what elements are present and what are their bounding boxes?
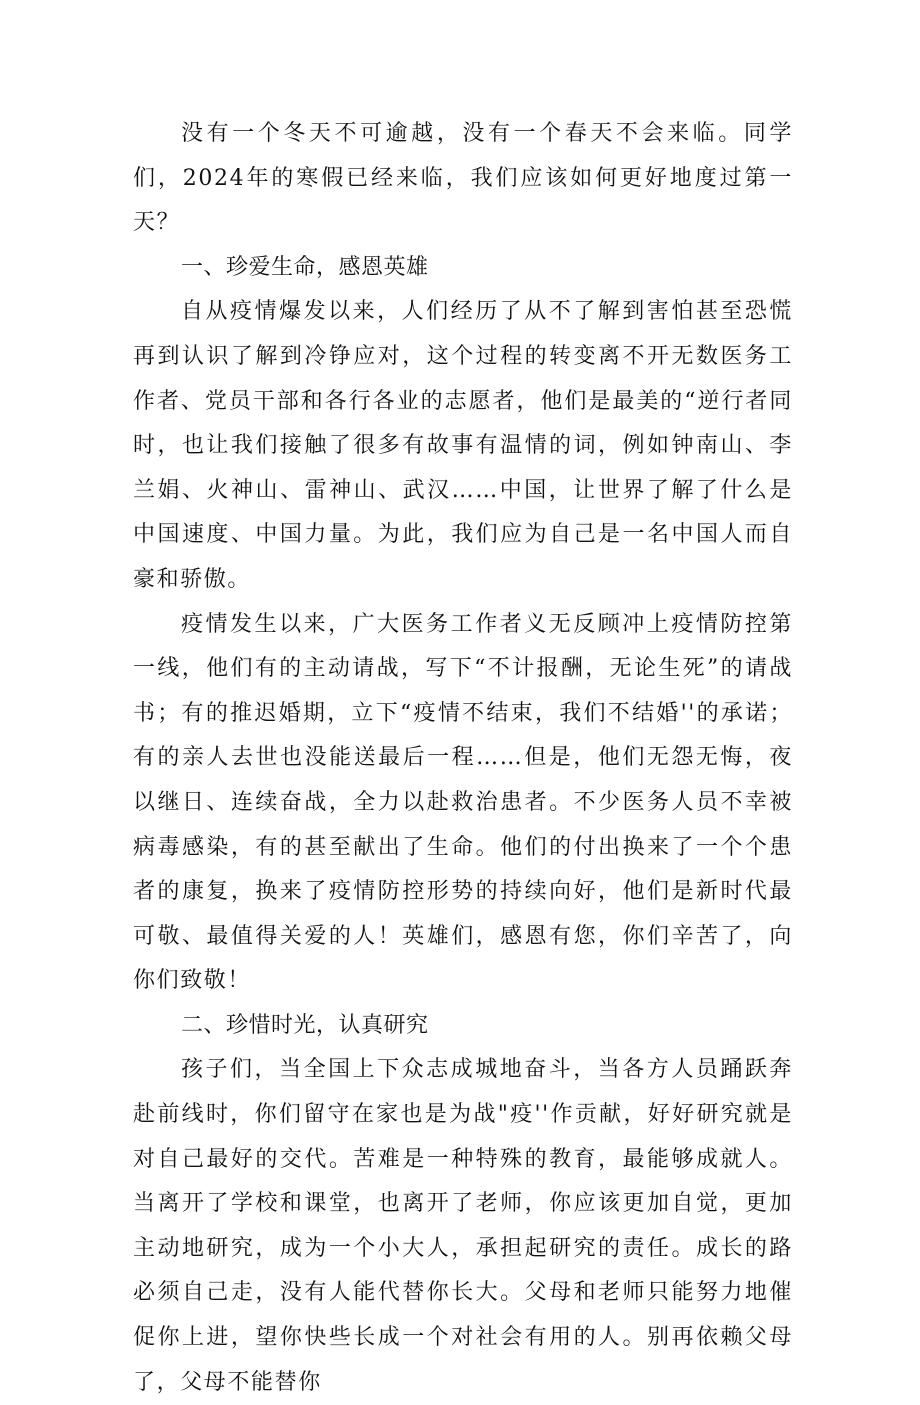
intro-paragraph: 没有一个冬天不可逾越，没有一个春天不会来临。同学们，2024年的寒假已经来临，我们应该如何更好地度过第一天？ (133, 121, 793, 236)
section-1-paragraph-2: 疫情发生以来，广大医务工作者义无反顾冲上疫情防控第一线，他们有的主动请战，写下“不计报酬，无论生死”的请战书；有的推迟婚期，立下“疫情不结束，我们不结婚''的承诺；有的亲人去世也没能送最后一程……但是，他们无怨无悔，夜以继日、连续奋战，全力以赴救治患者。不少医务人员不幸被病毒感染，有的甚至献出了生命。他们的付出换来了一个个患者的康复，换来了疫情防控形势的持续向好，他们是新时代最可敬、最值得关爱的人！英雄们，感恩有您，你们辛苦了，向你们致敬！ (133, 611, 793, 994)
section-2-paragraph-1: 孩子们，当全国上下众志成城地奋斗，当各方人员踊跃奔赴前线时，你们留守在家也是为战"疫''作贡献，好好研究就是对自己最好的交代。苦难是一种特殊的教育，最能够成就人。当离开了学校和课堂，也离开了老师，你应该更加自觉，更加主动地研究，成为一个小大人，承担起研究的责任。成长的路必须自己走，没有人能代替你长大。父母和老师只能努力地催促你上进，望你快些长成一个对社会有用的人。别再依赖父母了，父母不能替你 (133, 1057, 793, 1395)
section-1-paragraph-1: 自从疫情爆发以来，人们经历了从不了解到害怕甚至恐慌再到认识了解到冷铮应对，这个过程的转变离不开无数医务工作者、党员干部和各行各业的志愿者，他们是最美的“逆行者同时，也让我们接触了很多有故事有温情的词，例如钟南山、李兰娟、火神山、雷神山、武汉……中国，让世界了解了什么是中国速度、中国力量。为此，我们应为自己是一名中国人而自豪和骄傲。 (133, 299, 793, 592)
document-body (133, 112, 793, 1405)
section-heading-1: 一、珍爱生命，感恩英雄 (181, 254, 429, 280)
section-heading-2: 二、珍惜时光，认真研究 (181, 1012, 429, 1038)
